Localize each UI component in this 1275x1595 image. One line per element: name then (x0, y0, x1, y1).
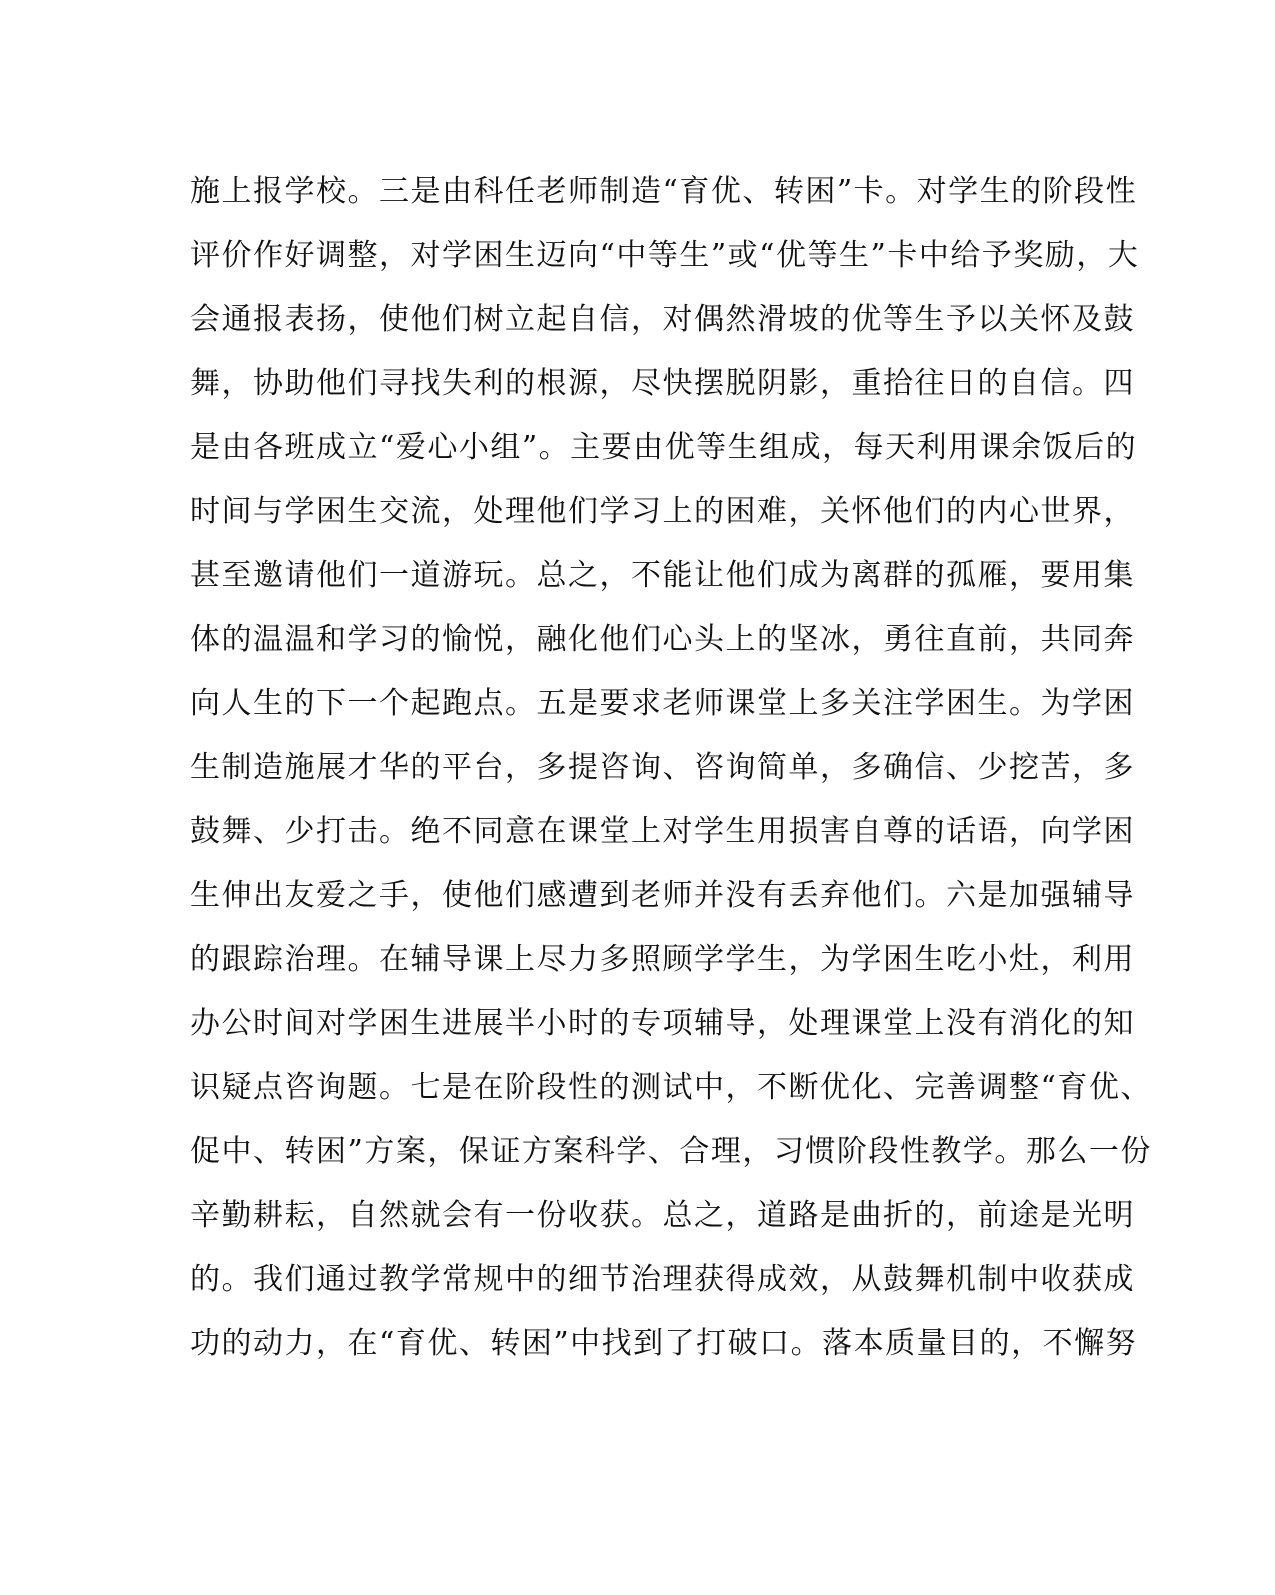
text-line: 评价作好调整，对学困生迈向“中等生”或“优等生”卡中给予奖励，大 (190, 238, 1140, 273)
text-line: 功的动力，在“育优、转困”中找到了打破口。落本质量目的，不懈努 (190, 1326, 1138, 1361)
text-line: 识疑点咨询题。七是在阶段性的测试中，不断优化、完善调整“育优、 (190, 1070, 1152, 1105)
text-line: 时间与学困生交流，处理他们学习上的困难，关怀他们的内心世界， (190, 494, 1135, 529)
text-line: 生制造施展才华的平台，多提咨询、咨询简单，多确信、少挖苦，多 (190, 750, 1135, 785)
text-line: 的跟踪治理。在辅导课上尽力多照顾学学生，为学困生吃小灶，利用 (190, 942, 1135, 977)
text-line: 会通报表扬，使他们树立起自信，对偶然滑坡的优等生予以关怀及鼓 (190, 302, 1135, 337)
body-text (190, 160, 1152, 1376)
text-line: 是由各班成立“爱心小组”。主要由优等生组成，每天利用课余饭后的 (190, 430, 1138, 465)
text-line: 辛勤耕耘，自然就会有一份收获。总之，道路是曲折的，前途是光明 (190, 1198, 1135, 1233)
text-line: 舞，协助他们寻找失利的根源，尽快摆脱阴影，重拾往日的自信。四 (190, 366, 1135, 401)
text-line: 办公时间对学困生进展半小时的专项辅导，处理课堂上没有消化的知 (190, 1006, 1135, 1041)
text-line: 甚至邀请他们一道游玩。总之，不能让他们成为离群的孤雁，要用集 (190, 558, 1135, 593)
text-line: 生伸出友爱之手，使他们感遭到老师并没有丢弃他们。六是加强辅导 (190, 878, 1135, 913)
text-line: 向人生的下一个起跑点。五是要求老师课堂上多关注学困生。为学困 (190, 686, 1135, 721)
text-line: 鼓舞、少打击。绝不同意在课堂上对学生用损害自尊的话语，向学困 (190, 814, 1135, 849)
text-line: 体的温温和学习的愉悦，融化他们心头上的坚冰，勇往直前，共同奔 (190, 622, 1135, 657)
text-line: 的。我们通过教学常规中的细节治理获得成效，从鼓舞机制中收获成 (190, 1262, 1135, 1297)
text-line: 施上报学校。三是由科任老师制造“育优、转困”卡。对学生的阶段性 (190, 174, 1138, 209)
text-line: 促中、转困”方案，保证方案科学、合理，习惯阶段性教学。那么一份 (190, 1134, 1152, 1169)
